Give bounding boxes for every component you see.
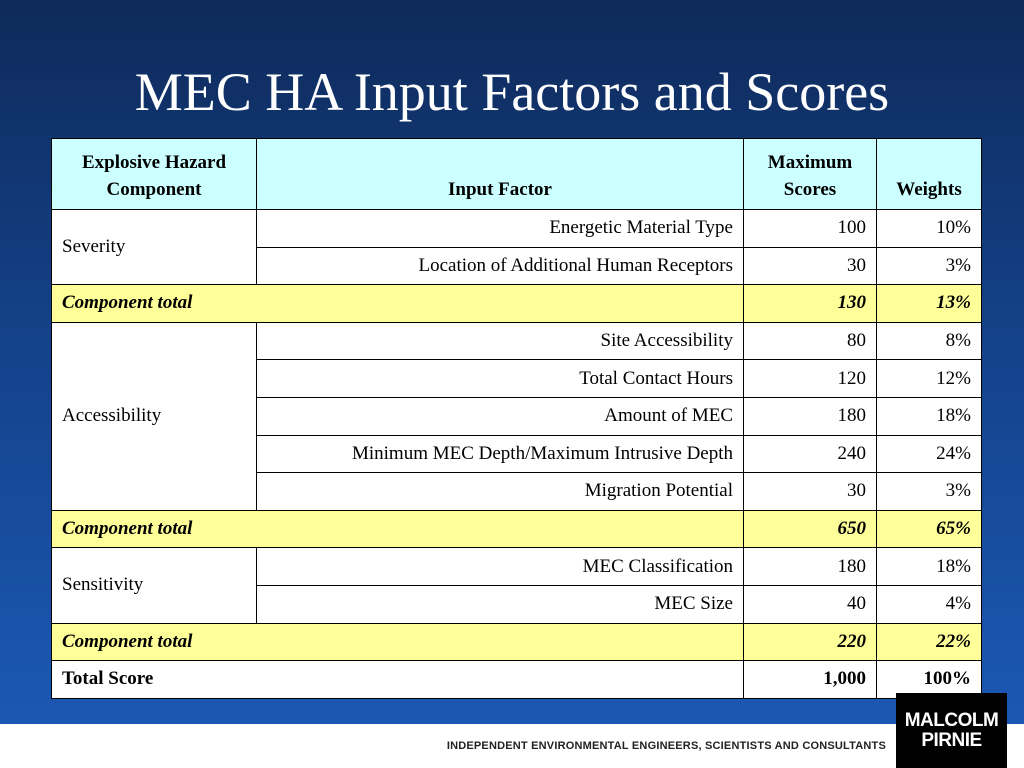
total-score-row (52, 661, 982, 699)
weight-cell: 3% (877, 247, 982, 285)
component-total-label: Component total (52, 510, 744, 548)
component-total-row (52, 510, 982, 548)
factor-cell: Location of Additional Human Receptors (257, 247, 744, 285)
scores-table (51, 138, 982, 699)
header-input-factor: Input Factor (257, 139, 744, 210)
weight-cell: 24% (877, 435, 982, 473)
weight-cell: 10% (877, 210, 982, 248)
slide-title: MEC HA Input Factors and Scores (134, 62, 890, 122)
header-max-scores: Maximum Scores (744, 139, 877, 210)
table-row (52, 210, 982, 248)
component-total-max: 130 (744, 285, 877, 323)
max-score-cell: 100 (744, 210, 877, 248)
weight-cell: 3% (877, 473, 982, 511)
component-total-weight: 65% (877, 510, 982, 548)
component-total-label: Component total (52, 285, 744, 323)
logo-line-2: PIRNIE (921, 729, 982, 751)
weight-cell: 18% (877, 397, 982, 435)
max-score-cell: 30 (744, 247, 877, 285)
weight-cell: 4% (877, 585, 982, 623)
weight-cell: 18% (877, 548, 982, 586)
component-total-weight: 22% (877, 623, 982, 661)
factor-cell: Amount of MEC (257, 397, 744, 435)
factor-cell: Site Accessibility (257, 322, 744, 360)
component-total-max: 650 (744, 510, 877, 548)
component-total-weight: 13% (877, 285, 982, 323)
header-weights: Weights (877, 139, 982, 210)
max-score-cell: 80 (744, 322, 877, 360)
footer-tagline: INDEPENDENT ENVIRONMENTAL ENGINEERS, SCIENTISTS AND CONSULTANTS (446, 740, 886, 752)
header-component: Explosive Hazard Component (52, 139, 257, 210)
malcolm-pirnie-logo (896, 693, 1007, 768)
factor-cell: MEC Classification (257, 548, 744, 586)
table-row (52, 322, 982, 360)
logo-line-1: MALCOLM (904, 709, 999, 731)
component-total-row (52, 285, 982, 323)
factor-cell: Migration Potential (257, 473, 744, 511)
component-severity: Severity (52, 210, 257, 285)
component-sensitivity: Sensitivity (52, 548, 257, 623)
total-score-label: Total Score (52, 661, 744, 699)
total-score-weight: 100% (877, 661, 982, 699)
factor-cell: MEC Size (257, 585, 744, 623)
max-score-cell: 180 (744, 397, 877, 435)
max-score-cell: 120 (744, 360, 877, 398)
factor-cell: Total Contact Hours (257, 360, 744, 398)
max-score-cell: 240 (744, 435, 877, 473)
table-header-row (52, 139, 982, 210)
component-total-label: Component total (52, 623, 744, 661)
max-score-cell: 30 (744, 473, 877, 511)
weight-cell: 8% (877, 322, 982, 360)
component-total-max: 220 (744, 623, 877, 661)
max-score-cell: 180 (744, 548, 877, 586)
factor-cell: Energetic Material Type (257, 210, 744, 248)
factor-cell: Minimum MEC Depth/Maximum Intrusive Depth (257, 435, 744, 473)
table-row (52, 548, 982, 586)
component-accessibility: Accessibility (52, 322, 257, 510)
total-score-max: 1,000 (744, 661, 877, 699)
component-total-row (52, 623, 982, 661)
weight-cell: 12% (877, 360, 982, 398)
max-score-cell: 40 (744, 585, 877, 623)
